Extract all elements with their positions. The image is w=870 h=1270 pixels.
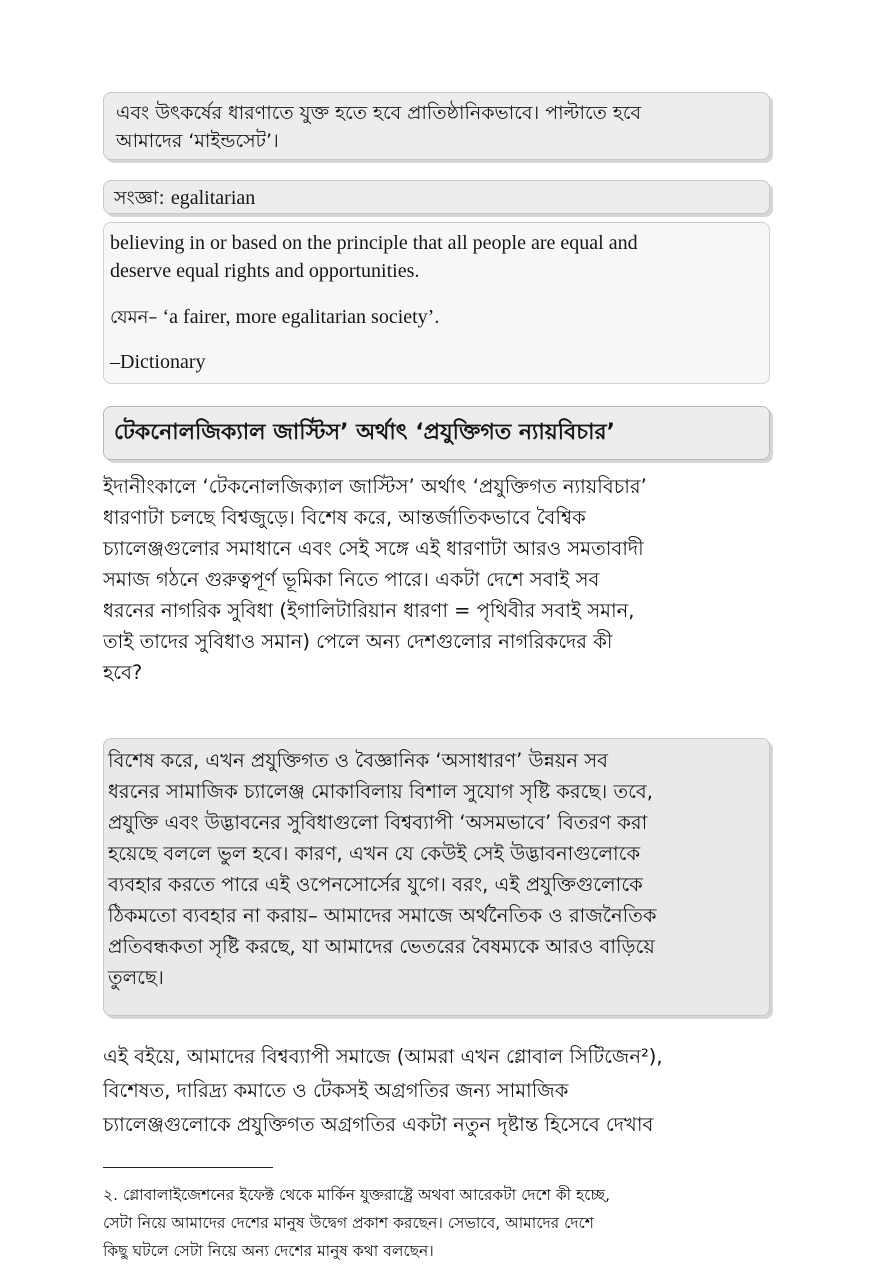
paragraph-line: ধরনের নাগরিক সুবিধা (ইগালিটারিয়ান ধারণা = পৃথিবীর সবাই সমান,: [103, 599, 635, 622]
example-label: যেমন–: [110, 307, 158, 328]
definition-label: সংজ্ঞা:: [114, 187, 165, 209]
definition-header: [103, 180, 770, 214]
definition-example: [110, 303, 763, 332]
highlight-line: হয়েছে বললে ভুল হবে। কারণ, এখন যে কেউই সেই উদ্ভাবনাগুলোকে: [108, 842, 641, 865]
highlight-line: ধরনের সামাজিক চ্যালেঞ্জ মোকাবিলায় বিশাল সুযোগ সৃষ্টি করছে। তবে,: [108, 780, 653, 803]
paragraph-line: তাই তাদের সুবিধাও সমান) পেলে অন্য দেশগুলোর নাগরিকদের কী: [103, 630, 613, 653]
paragraph-line: এই বইয়ে, আমাদের বিশ্বব্যাপী সমাজে (আমরা এখন গ্লোবাল সিটিজেন²),: [103, 1045, 663, 1068]
footnote-divider: [103, 1167, 273, 1168]
paragraph-line: চ্যালেঞ্জগুলোর সমাধানে এবং সেই সঙ্গে এই ধারণাটা আরও সমতাবাদী: [103, 537, 644, 560]
highlight-line: বিশেষ করে, এখন প্রযুক্তিগত ও বৈজ্ঞানিক ‘অসাধারণ’ উন্নয়ন সব: [108, 749, 608, 772]
highlight-line: তুলছে।: [108, 966, 164, 989]
definition-source: –Dictionary: [110, 351, 206, 373]
definition-meaning-line: believing in or based on the principle that all people are equal and: [110, 232, 638, 254]
footnote: [103, 1181, 770, 1265]
definition-meaning-line: deserve equal rights and opportunities.: [110, 260, 420, 282]
definition-term: egalitarian: [170, 187, 256, 209]
paragraph-line: ইদানীংকালে ‘টেকনোলজিক্যাল জাস্টিস’ অর্থাৎ ‘প্রযুক্তিগত ন্যায়বিচার’: [103, 475, 647, 498]
paragraph-line: ধারণাটা চলছে বিশ্বজুড়ে। বিশেষ করে, আন্তর্জাতিকভাবে বৈশ্বিক: [103, 506, 586, 529]
highlight-line: প্রতিবন্ধকতা সৃষ্টি করছে, যা আমাদের ভেতরের বৈষম্যকে আরও বাড়িয়ে: [108, 935, 655, 958]
definition-body: [103, 222, 770, 384]
paragraph-line: বিশেষত, দারিদ্র্য কমাতে ও টেকসই অগ্রগতির জন্য সামাজিক: [103, 1079, 569, 1102]
intro-line: এবং উৎকর্ষের ধারণাতে যুক্ত হতে হবে প্রাতিষ্ঠানিকভাবে। পাল্টাতে হবে: [116, 102, 642, 124]
footnote-line: সেটা নিয়ে আমাদের দেশের মানুষ উদ্বেগ প্রকাশ করছেন। সেভাবে, আমাদের দেশে: [103, 1214, 594, 1232]
highlight-line: ঠিকমতো ব্যবহার না করায়– আমাদের সমাজে অর্থনৈতিক ও রাজনৈতিক: [108, 904, 657, 927]
footnote-line: ২. গ্লোবালাইজেশনের ইফেক্ট থেকে মার্কিন যুক্তরাষ্ট্রে অথবা আরেকটা দেশে কী হচ্ছে,: [103, 1186, 611, 1204]
highlight-box: [103, 738, 770, 1016]
intro-line: আমাদের ‘মাইন্ডসেট’।: [116, 130, 279, 152]
footnote-line: কিছু ঘটলে সেটা নিয়ে অন্য দেশের মানুষ কথা বলছেন।: [103, 1242, 434, 1260]
paragraph-line: চ্যালেঞ্জগুলোকে প্রযুক্তিগত অগ্রগতির একটা নতুন দৃষ্টান্ত হিসেবে দেখাব: [103, 1113, 654, 1136]
highlight-line: ব্যবহার করতে পারে এই ওপেনসোর্সের যুগে। বরং, এই প্রযুক্তিগুলোকে: [108, 873, 643, 896]
highlight-line: প্রযুক্তি এবং উদ্ভাবনের সুবিধাগুলো বিশ্বব্যাপী ‘অসমভাবে’ বিতরণ করা: [108, 811, 648, 834]
example-text: ‘a fairer, more egalitarian society’.: [162, 306, 440, 328]
section-heading: টেকনোলজিক্যাল জাস্টিস’ অর্থাৎ ‘প্রযুক্তিগত ন্যায়বিচার’: [103, 406, 770, 460]
paragraph-line: সমাজ গঠনে গুরুত্বপূর্ণ ভূমিকা নিতে পারে। একটা দেশে সবাই সব: [103, 568, 600, 591]
paragraph-1: [103, 471, 770, 688]
paragraph-2: [103, 1040, 770, 1142]
intro-box: [103, 92, 770, 160]
paragraph-line: হবে?: [103, 661, 143, 684]
